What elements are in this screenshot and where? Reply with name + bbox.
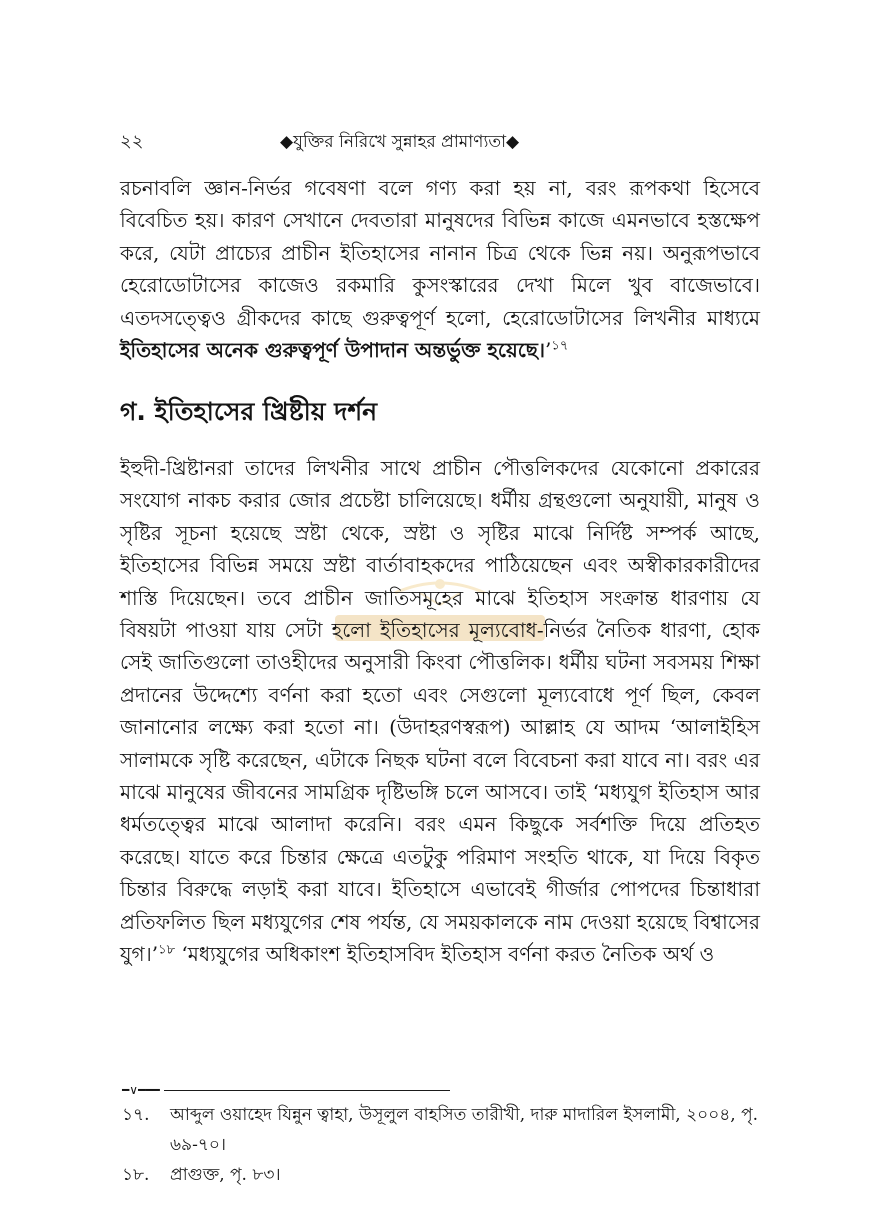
paragraph-1-bold-text: ইতিহাসের অনেক গুরুত্বপূর্ণ উপাদান অন্তর্ভুক্ত হয়েছে। (120, 338, 546, 363)
footnote-18 (122, 1160, 762, 1190)
footnote-divider (122, 1090, 450, 1091)
divider-ornament-icon: ━∨━━━ (122, 1083, 164, 1097)
footnote-ref-18[interactable]: ১৮ (158, 942, 176, 958)
paragraph-3-start: ‘মধ্যযুগের অধিকাংশ ইতিহাসবিদ ইতিহাস বর্ণনা করত নৈতিক অর্থ ও (181, 942, 715, 967)
page-header (120, 126, 760, 158)
footnotes (122, 1100, 762, 1190)
paragraph-2-text: ইহুদী-খ্রিষ্টানরা তাদের লিখনীর সাথে প্রাচীন পৌত্তলিকদের যেকোনো প্রকারের সংযোগ নাকচ করার জোর প্রচেষ্টা চালিয়েছে। ধর্মীয় গ্রন্থগুলো অনুযায়ী, মানুষ ও সৃষ্টির সূচনা হয়েছে স্রষ্টা থেকে, স্রষ্টা ও সৃষ্টির মাঝে নির্দিষ্ট সম্পর্ক আছে, ইতিহাসের বিভিন্ন সময়ে স্রষ্টা বার্তাবাহকদের পাঠিয়েছেন এবং অস্বীকারকারীদের শাস্তি দিয়েছেন। তবে প্রাচীন জাতিসমূহের মাঝে ইতিহাস সংক্রান্ত ধারণায় যে বিষয়টা পাওয়া যায় সেটা হলো ইতিহাসের মূল্যবোধ-নির্ভর নৈতিক ধারণা, হোক সেই জাতিগুলো তাওহীদের অনুসারী কিংবা পৌত্তলিক। ধর্মীয় ঘটনা সবসময় শিক্ষা প্রদানের উদ্দেশ্যে বর্ণনা করা হতো এবং সেগুলো মূল্যবোধে পূর্ণ ছিল, কেবল জানানোর লক্ষ্যে করা হতো না। (উদাহরণস্বরূপ) আল্লাহ যে আদম ‘আলাইহিস সালামকে সৃষ্টি করেছেন, এটাকে নিছক ঘটনা বলে বিবেচনা করা যাবে না। বরং এর মাঝে মানুষের জীবনের সামগ্রিক দৃষ্টিভঙ্গি চলে আসবে। তাই ‘মধ্যযুগ ইতিহাস আর ধর্মতত্ত্বের মাঝে আলাদা করেনি। বরং এমন কিছুকে সর্বশক্তি দিয়ে প্রতিহত করেছে। যাতে করে চিন্তার ক্ষেত্রে এতটুকু পরিমাণ সংহতি থাকে, যা দিয়ে বিকৃত চিন্তার বিরুদ্ধে লড়াই করা যাবে। ইতিহাসে এভাবেই গীর্জার পোপদের চিন্তাধারা প্রতিফলিত ছিল মধ্যযুগের শেষ পর্যন্ত, যে সময়কালকে নাম দেওয়া হয়েছে বিশ্বাসের যুগ।’ (120, 456, 760, 967)
closing-quote: ’ (545, 338, 552, 363)
footnote-17 (122, 1100, 762, 1160)
page-number: ২২ (120, 131, 144, 152)
footnote-number: ১৮. (122, 1165, 150, 1185)
footnote-text: প্রাগুক্ত, পৃ. ৮৩। (170, 1165, 281, 1185)
footnote-text: আব্দুল ওয়াহেদ যিন্নুন ত্বাহা, উসূলুল বাহসিত তারীখী, দারু মাদারিল ইসলামী, ২০০৪, পৃ. ৬৯-৭০। (170, 1105, 759, 1155)
paragraph-1 (120, 172, 760, 366)
paragraph-2 (120, 452, 760, 971)
footnote-number: ১৭. (122, 1105, 150, 1125)
footnote-ref-17[interactable]: ১৭ (551, 338, 569, 354)
running-title: ◆যুক্তির নিরিখে সুন্নাহর প্রামাণ্যতা◆ (280, 132, 520, 152)
paragraph-1-text: রচনাবলি জ্ঞান-নির্ভর গবেষণা বলে গণ্য করা হয় না, বরং রূপকথা হিসেবে বিবেচিত হয়। কারণ সেখানে দেবতারা মানুষদের বিভিন্ন কাজে এমনভাবে হস্তক্ষেপ করে, যেটা প্রাচ্যের প্রাচীন ইতিহাসের নানান চিত্র থেকে ভিন্ন নয়। অনুরূপভাবে হেরোডোটাসের কাজেও রকমারি কুসংস্কারের দেখা মিলে খুব বাজেভাবে। এতদসত্ত্বেও গ্রীকদের কাছে গুরুত্বপূর্ণ হলো, হেরোডোটাসের লিখনীর মাধ্যমে (120, 176, 760, 330)
section-heading: গ. ইতিহাসের খ্রিষ্টীয় দর্শন (120, 397, 378, 426)
